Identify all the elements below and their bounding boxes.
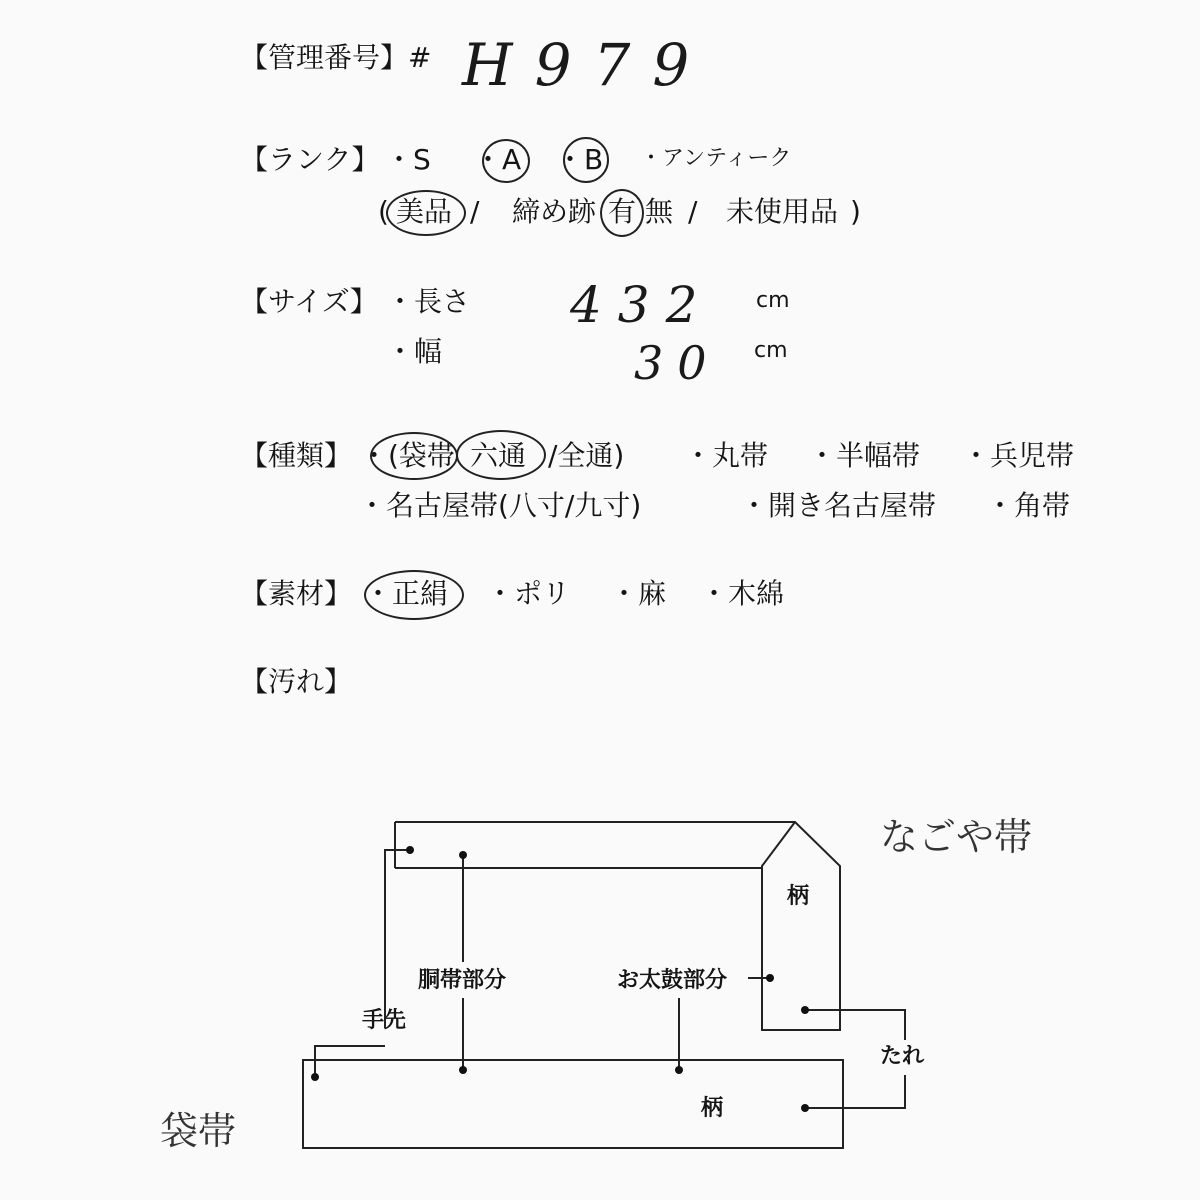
type-hanhaba-obi: ・半幅帯 <box>808 439 921 472</box>
diagram-tare-label: たれ <box>880 1044 925 1069</box>
dot-taiko-bottom <box>675 1066 683 1074</box>
tare-leader-top <box>805 1010 905 1040</box>
type-hiraki-nagoya: ・開き名古屋帯 <box>740 489 937 522</box>
diagram-pattern-lower: 柄 <box>701 1096 724 1121</box>
condition-sep2: / <box>688 195 698 228</box>
rank-option-b: ・B <box>556 143 604 176</box>
type-label: 【種類】 <box>240 439 353 472</box>
stain-label: 【汚れ】 <box>240 665 353 698</box>
dot-taiko-top <box>766 974 774 982</box>
size-width-label: ・幅 <box>386 335 443 368</box>
rank-label: 【ランク】 <box>240 143 380 176</box>
rank-option-antique: ・アンティーク <box>640 146 792 171</box>
id-label: 【管理番号】# <box>240 41 432 74</box>
material-label: 【素材】 <box>240 577 353 610</box>
type-heko-obi: ・兵児帯 <box>962 439 1075 472</box>
diagram-taiko-label: お太鼓部分 <box>617 968 728 993</box>
id-value: H979 <box>462 31 712 99</box>
diagram-tesaki-label: 手先 <box>362 1008 407 1033</box>
condition-beauty: 美品 <box>396 195 453 228</box>
tesaki-leader <box>385 850 410 1028</box>
fukuro-obi-outline <box>303 1060 843 1148</box>
material-cotton: ・木綿 <box>700 577 785 610</box>
type-zentsu: /全通) <box>548 439 625 472</box>
type-fukuro-obi: ・(袋帯 <box>360 439 455 472</box>
size-length-value: 432 <box>570 276 714 334</box>
size-width-unit: cm <box>754 338 788 363</box>
type-nagoya-obi: ・名古屋帯(八寸/九寸) <box>358 489 642 522</box>
condition-marks-yes: 有 <box>608 195 637 228</box>
dot-dobu-top <box>459 851 467 859</box>
type-rokutsu: 六通 <box>470 439 527 472</box>
dot-tare-bottom <box>801 1104 809 1112</box>
diagram-nagoya-title: なごや帯 <box>880 815 1033 859</box>
dot-tesaki-bottom <box>311 1073 319 1081</box>
type-kaku-obi: ・角帯 <box>986 489 1071 522</box>
condition-marks-no: 無 <box>645 195 674 228</box>
rank-option-a: ・A <box>474 143 522 176</box>
size-length-label: ・長さ <box>386 285 471 318</box>
tesaki-leader-lower <box>315 1046 385 1077</box>
rank-option-s: ・S <box>385 143 431 176</box>
condition-open: ( <box>378 195 389 228</box>
dot-tesaki-top <box>406 846 414 854</box>
dot-tare-top <box>801 1006 809 1014</box>
material-silk: ・正絹 <box>364 577 449 610</box>
diagram-dobu-label: 胴帯部分 <box>418 968 507 993</box>
condition-marks: 締め跡 <box>512 195 597 228</box>
type-maru-obi: ・丸帯 <box>684 439 769 472</box>
diagram-fukuro-title: 袋帯 <box>160 1109 237 1153</box>
diagram-pattern-upper: 柄 <box>787 884 810 909</box>
tare-leader-bottom <box>805 1075 905 1108</box>
material-linen: ・麻 <box>610 577 667 610</box>
size-width-value: 30 <box>634 336 721 390</box>
condition-close: ) <box>850 195 861 228</box>
condition-unused: 未使用品 <box>726 195 839 228</box>
material-poly: ・ポリ <box>486 577 571 610</box>
condition-sep1: / <box>470 195 480 228</box>
size-length-unit: cm <box>756 288 790 313</box>
size-label: 【サイズ】 <box>240 285 378 318</box>
dot-dobu-bottom <box>459 1066 467 1074</box>
